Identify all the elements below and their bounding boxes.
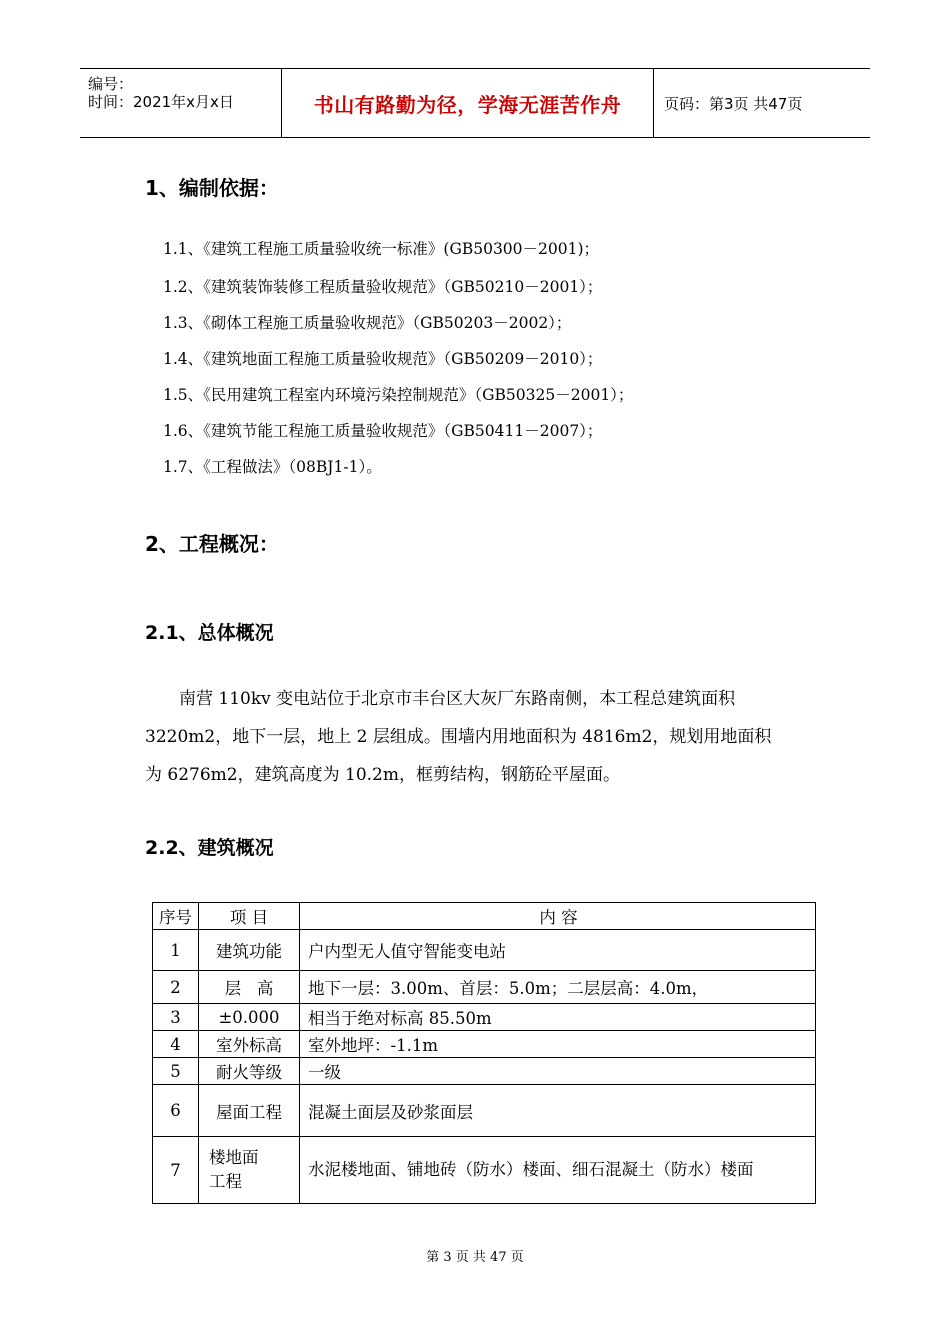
overview-line: 南营 110kv 变电站位于北京市丰台区大灰厂东路南侧，本工程总建筑面积 [179, 689, 736, 709]
table-row [153, 1137, 816, 1204]
row-item: 耐火等级 [199, 1058, 300, 1085]
subsection-2-2-title: 2.2、建筑概况 [145, 837, 274, 859]
overview-line: 为 6276m2，建筑高度为 10.2m，框剪结构，钢筋砼平屋面。 [145, 765, 620, 785]
overview-line: 3220m2，地下一层，地上 2 层组成。围墙内用地面积为 4816m2，规划用地面积 [145, 727, 772, 747]
row-item: 室外标高 [199, 1031, 300, 1058]
table-header-item: 项 目 [199, 903, 300, 930]
reference-item: 1.4、《建筑地面工程施工质量验收规范》（GB50209－2010）； [163, 350, 603, 368]
section2-title: 2、工程概况： [145, 532, 279, 556]
row-item: ±0.000 [199, 1004, 300, 1031]
row-content: 室外地坪：-1.1m [300, 1031, 816, 1058]
table-header-row [153, 903, 816, 930]
table-row [153, 930, 816, 971]
row-content: 地下一层：3.00m、首层：5.0m；二层层高：4.0m， [300, 971, 816, 1004]
header-date-label: 时间：2021年x月x日 [88, 93, 234, 111]
reference-item: 1.7、《工程做法》（08BJ1-1）。 [163, 458, 382, 476]
row-item: 屋面工程 [199, 1085, 300, 1137]
header-meta-cell [80, 69, 282, 137]
table-row [153, 971, 816, 1004]
reference-item: 1.5、《民用建筑工程室内环境污染控制规范》（GB50325－2001）； [163, 386, 634, 404]
building-overview-table [152, 902, 816, 1204]
subsection-2-1-title: 2.1、总体概况 [145, 622, 274, 644]
row-content: 户内型无人值守智能变电站 [300, 930, 816, 971]
row-number: 2 [153, 971, 199, 1004]
table-row [153, 1031, 816, 1058]
table-row [153, 1004, 816, 1031]
table-header-content: 内 容 [300, 903, 816, 930]
reference-item: 1.1、《建筑工程施工质量验收统一标准》(GB50300－2001)； [163, 240, 600, 258]
row-number: 6 [153, 1085, 199, 1137]
row-number: 3 [153, 1004, 199, 1031]
page-footer: 第 3 页 共 47 页 [426, 1250, 524, 1265]
table-row [153, 1058, 816, 1085]
row-content: 水泥楼地面、铺地砖（防水）楼面、细石混凝土（防水）楼面 [300, 1137, 816, 1204]
row-number: 7 [153, 1137, 199, 1204]
header-motto: 书山有路勤为径，学海无涯苦作舟 [282, 69, 654, 137]
header-number-label: 编号： [88, 75, 134, 93]
overview-paragraph [145, 680, 815, 794]
table-row [153, 1085, 816, 1137]
row-item-line: 楼地面 [209, 1148, 259, 1167]
header-page-info: 页码：第3页 共47页 [664, 94, 803, 113]
row-content: 相当于绝对标高 85.50m [300, 1004, 816, 1031]
row-item-line: 工程 [209, 1172, 242, 1191]
table-header-no: 序号 [153, 903, 199, 930]
row-number: 4 [153, 1031, 199, 1058]
row-number: 5 [153, 1058, 199, 1085]
row-number: 1 [153, 930, 199, 971]
row-item [199, 1137, 300, 1204]
reference-item: 1.6、《建筑节能工程施工质量验收规范》（GB50411－2007）； [163, 422, 603, 440]
row-item: 建筑功能 [199, 930, 300, 971]
row-content: 混凝土面层及砂浆面层 [300, 1085, 816, 1137]
row-content: 一级 [300, 1058, 816, 1085]
reference-item: 1.2、《建筑装饰装修工程质量验收规范》（GB50210－2001）； [163, 278, 603, 296]
section1-title: 1、编制依据： [145, 176, 279, 200]
page-header [80, 68, 870, 138]
row-item: 层 高 [199, 971, 300, 1004]
reference-item: 1.3、《砌体工程施工质量验收规范》（GB50203－2002）； [163, 314, 572, 332]
